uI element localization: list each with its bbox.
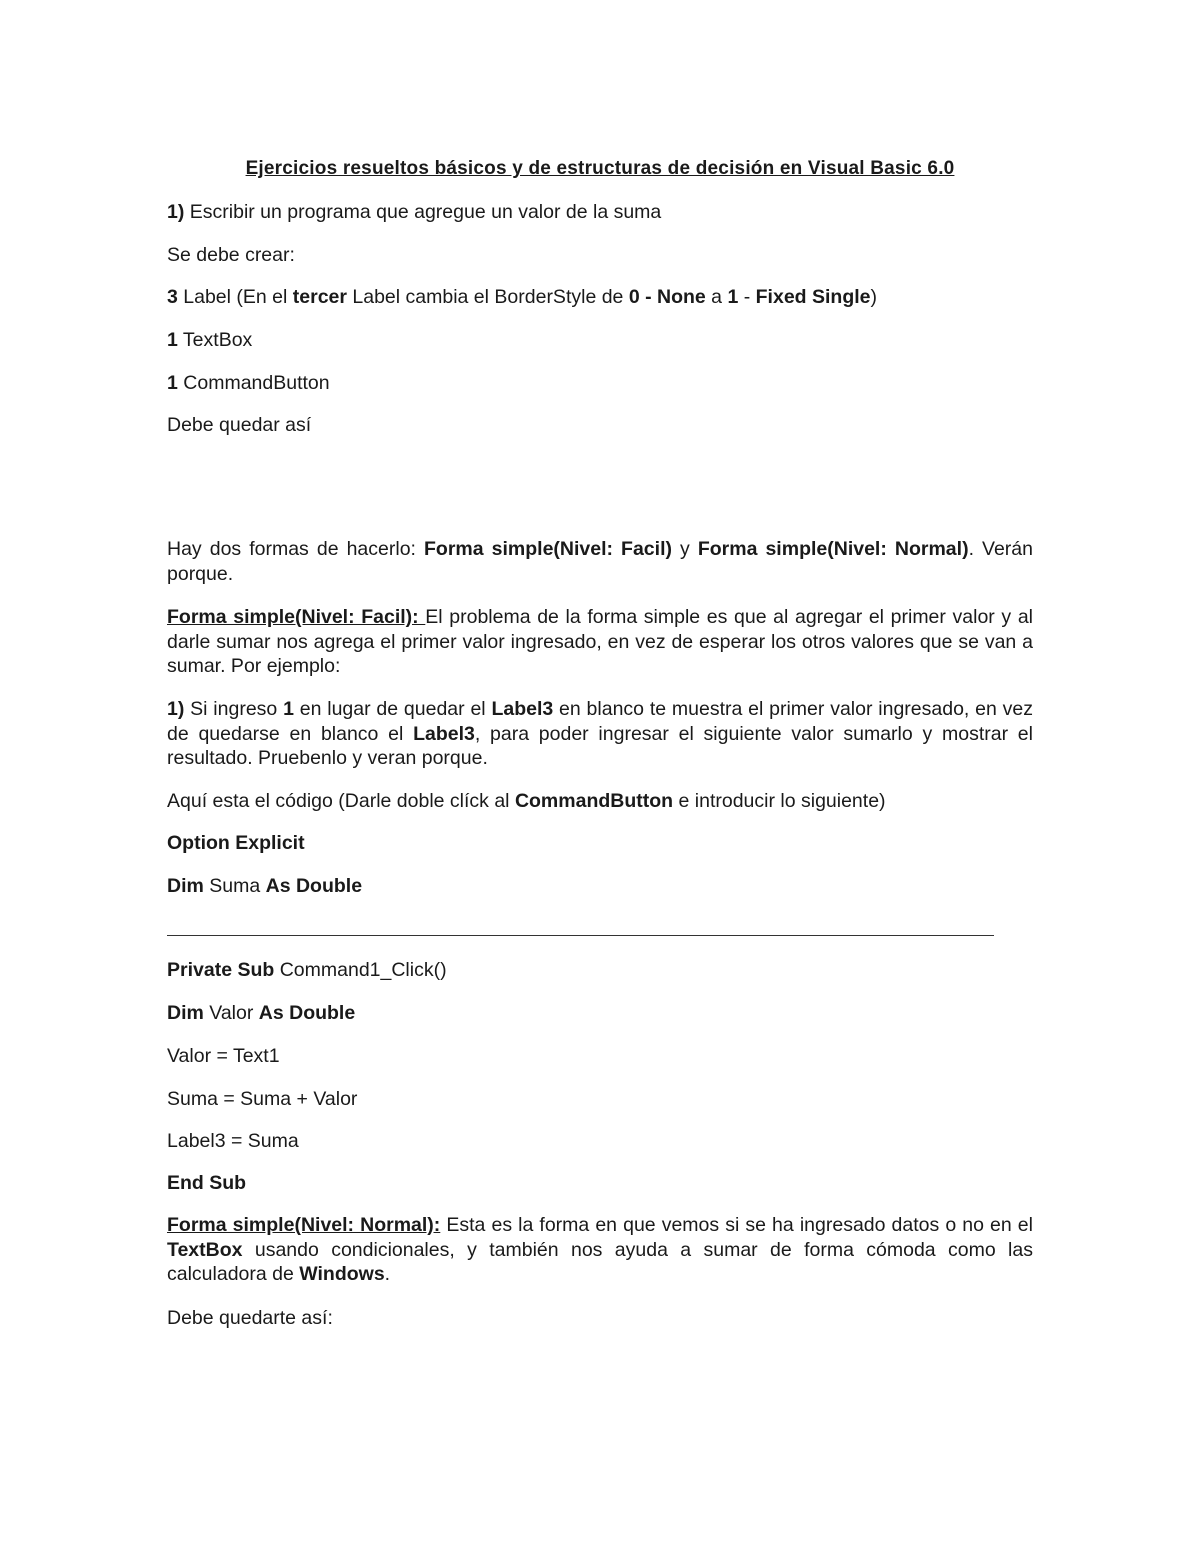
separator-line — [167, 935, 994, 936]
normal-text-2: usando condicionales, y también nos ayuda a sumar de forma cómoda como las calculadora de — [167, 1238, 1033, 1285]
ejemplo-text-4: , para poder ingresar el siguiente valor sumarlo y mostrar el resultado. Pruebenlo y veran porque. — [167, 722, 1033, 769]
dos-formas-bold-facil: Forma simple(Nivel: Facil) — [424, 538, 672, 560]
dos-formas-text-2: y — [671, 538, 698, 560]
document-title: Ejercicios resueltos básicos y de estructuras de decisión en Visual Basic 6.0 — [245, 158, 955, 179]
debe-quedarte: Debe quedarte así: — [167, 1307, 333, 1329]
commandbutton-count: 1 — [167, 372, 178, 394]
facil-paragraph — [167, 605, 1033, 679]
debe-quedar: Debe quedar así — [167, 414, 312, 436]
code-suma-name: Suma — [203, 875, 266, 897]
code-option-explicit — [167, 831, 305, 855]
normal-bold-windows: Windows — [299, 1263, 385, 1285]
normal-text-1: Esta es la forma en que vemos si se ha ingresado datos o no en el — [440, 1214, 1033, 1236]
code-sub-name: Command1_Click() — [274, 959, 447, 981]
dos-formas-text-3: . Verán porque. — [167, 538, 1033, 585]
label-bold-tercer: tercer — [292, 286, 347, 308]
code-suma-assign: Suma = Suma + Valor — [167, 1088, 358, 1110]
ejemplo-bold-label3-2: Label3 — [413, 722, 475, 745]
normal-heading: Forma simple(Nivel: Normal): — [167, 1214, 441, 1236]
textbox-requirement — [167, 328, 252, 352]
label-bold-none: 0 - None — [628, 286, 706, 308]
se-debe-crear: Se debe crear: — [167, 244, 295, 266]
facil-text: El problema de la forma simple es que al agregar el primer valor y al darle sumar nos agrega el primer valor ingresado, en vez de esperar los otros valores que se van a sumar. Por ejemplo: — [167, 606, 1033, 677]
normal-text-3: . — [384, 1263, 391, 1285]
dos-formas-bold-normal: Forma simple(Nivel: Normal) — [697, 538, 969, 560]
code-option-explicit-kw: Option Explicit — [167, 832, 305, 854]
normal-bold-textbox: TextBox — [167, 1238, 243, 1261]
ejemplo-number: 1) — [167, 698, 185, 720]
ejemplo-text-2: en lugar de quedar el — [293, 698, 492, 720]
code-valor-name: Valor — [203, 1002, 259, 1024]
code-private-sub — [167, 958, 447, 982]
code-dim-valor — [167, 1001, 355, 1025]
codigo-intro-text-2: e introducir lo siguiente) — [673, 790, 886, 812]
code-dim-kw: Dim — [167, 875, 204, 897]
label-requirement — [167, 285, 877, 309]
label-bold-fixed-single: Fixed Single — [755, 286, 871, 308]
codigo-intro — [167, 789, 886, 813]
code-dim-suma — [167, 874, 362, 898]
ejemplo-paragraph — [167, 697, 1033, 771]
label-bold-one: 1 — [727, 286, 739, 308]
code-dim-kw-2: Dim — [167, 1002, 204, 1024]
label-text-4: - — [738, 286, 756, 308]
ejemplo-text-3: en blanco te muestra el primer valor ingresado, en vez de quedarse en blanco el — [167, 698, 1033, 745]
exercise-text: Escribir un programa que agregue un valor de la suma — [184, 201, 662, 223]
code-as-double-kw-2: As Double — [258, 1002, 356, 1024]
label-text-1: Label (En el — [177, 286, 293, 308]
exercise-number: 1) — [167, 201, 185, 223]
commandbutton-text: CommandButton — [177, 372, 330, 394]
exercise-statement — [167, 200, 661, 224]
code-label-assign: Label3 = Suma — [167, 1130, 299, 1152]
ejemplo-bold-label3: Label3 — [491, 698, 554, 720]
dos-formas-text-1: Hay dos formas de hacerlo: — [167, 538, 424, 560]
label-count: 3 — [167, 286, 178, 308]
textbox-count: 1 — [167, 329, 178, 351]
label-text-5: ) — [870, 286, 877, 308]
code-end-sub-kw: End Sub — [167, 1172, 247, 1194]
code-as-double-kw: As Double — [265, 875, 363, 897]
commandbutton-requirement — [167, 371, 330, 395]
label-text-3: a — [705, 286, 728, 308]
normal-paragraph — [167, 1213, 1033, 1287]
code-private-sub-kw: Private Sub — [167, 959, 275, 981]
textbox-text: TextBox — [177, 329, 253, 351]
codigo-intro-text-1: Aquí esta el código (Darle doble clíck al — [167, 790, 515, 812]
code-valor-assign: Valor = Text1 — [167, 1045, 280, 1067]
facil-heading: Forma simple(Nivel: Facil): — [167, 606, 426, 628]
codigo-intro-bold: CommandButton — [514, 790, 674, 812]
ejemplo-text-1: Si ingreso — [184, 698, 284, 720]
code-end-sub — [167, 1171, 246, 1195]
ejemplo-bold-1: 1 — [283, 698, 294, 720]
dos-formas-paragraph — [167, 537, 1033, 586]
label-text-2: Label cambia el BorderStyle de — [346, 286, 629, 308]
